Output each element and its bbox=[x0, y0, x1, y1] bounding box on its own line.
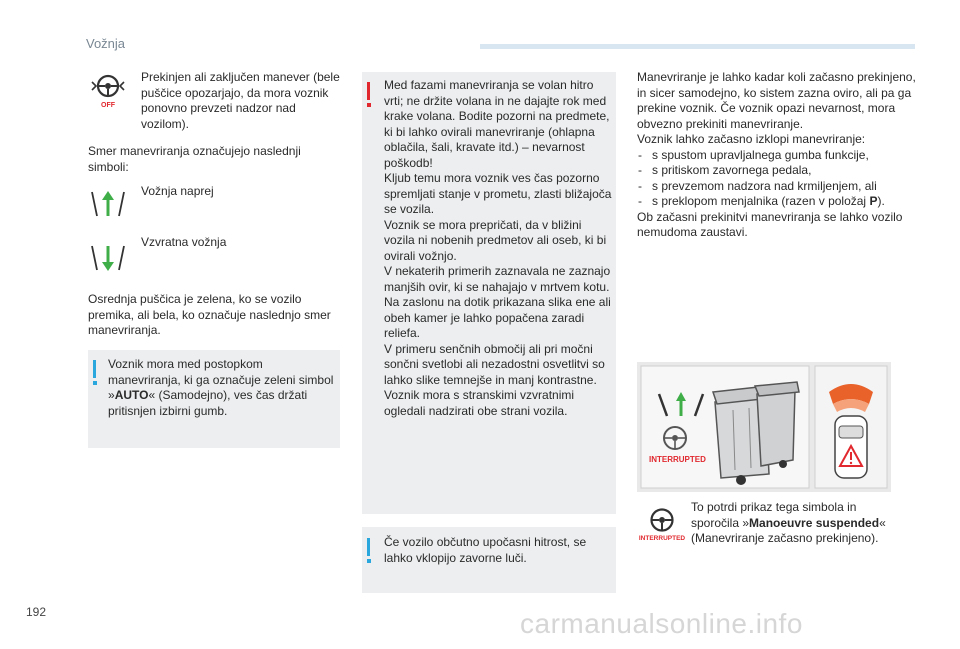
interrupted-screen-illustration bbox=[637, 362, 891, 492]
resume-paragraph: Ob začasni prekinitvi manevriranja se lahko vozilo nemudoma zaustavi. bbox=[637, 209, 903, 239]
info-brake-text: Če vozilo občutno upočasni hitrost, se lahko vklopijo zavorne luči. bbox=[384, 535, 587, 565]
info-auto-text: Voznik mora med postopkom manevriranja, ki ga označuje zeleni simbol »AUTO« (Samodejno), ves čas držati pritisnjen izbirni gumb. bbox=[108, 357, 334, 418]
reverse-label: Vzvratna vožnja bbox=[141, 235, 227, 249]
list-item: - s spustom upravljalnega gumba funkcije, bbox=[637, 148, 919, 164]
off-label: OFF bbox=[101, 102, 115, 109]
interrupted-text: Prekinjen ali zaključen manever (bele puščice opozarjajo, da mora voznik ponovno prevzeti nadzor nad vozilom). bbox=[141, 70, 340, 131]
info-box-brake bbox=[362, 527, 616, 593]
page-number: 192 bbox=[26, 605, 47, 619]
header-bar bbox=[480, 44, 915, 49]
list-item: - s prevzemom nadzora nad krmiljenjem, ali bbox=[637, 179, 919, 195]
section-title: Vožnja bbox=[86, 36, 126, 51]
warning-text: Med fazami manevriranja se volan hitro vrti; ne držite volana in ne dajajte rok med krake volana. Bodite pozorni na predmete, ki bi lahko ovirali manevriranje (ohlapna oblačila, šali, kravate itd.) – nevarnost poškodb! Kljub temu mora voznik ves čas pozorno spremljati stanje v prometu, zlasti bližajoča se vozila. Voznik se mora prepričati, da v bližini vozila ni nobenih predmetov ali oseb, ki bi ovirali vožnjo. V nekaterih primerih zaznavala ne zaznajo manjših ovir, ki se nahajajo v mrtvem kotu. Na zaslonu na dotik prikazana slika ene ali obeh kamer je lahko popačena zaradi reliefa. V primeru senčnih območij ali pri močni sončni svetlobi ali nezadostni osvetlitvi so lahko slike temnejše in manj kontrastne. Voznik mora s stranskimi vzvratnimi ogledali nadzirati obe strani vozila. bbox=[384, 78, 612, 418]
screen-interrupted-label: INTERRUPTED bbox=[649, 455, 706, 464]
warning-icon bbox=[367, 82, 370, 100]
list-item: - s pritiskom zavornega pedala, bbox=[637, 163, 919, 179]
info-icon bbox=[93, 360, 96, 378]
info-box-auto bbox=[88, 350, 340, 448]
steering-off-icon bbox=[88, 72, 128, 112]
warning-box bbox=[362, 72, 616, 514]
reverse-arrow-icon bbox=[88, 242, 128, 274]
steering-interrupted-icon bbox=[637, 506, 687, 546]
pause-methods-intro: Voznik lahko začasno izklopi manevriranje: bbox=[637, 132, 866, 146]
direction-intro: Smer manevriranja označujejo naslednji simboli: bbox=[88, 144, 301, 174]
forward-label: Vožnja naprej bbox=[141, 184, 214, 198]
pause-intro-paragraph: Manevriranje je lahko kadar koli začasno prekinjeno, in sicer samodejno, ko sistem zazna oviro, ali pa ga prekine voznik. Če voznik opazi nevarnost, mora obvezno prekiniti manevriranje. bbox=[637, 70, 916, 131]
right-text-block bbox=[637, 70, 919, 241]
confirm-text: To potrdi prikaz tega simbola in sporočila »Manoeuvre suspended« (Manevriranje začasno prekinjeno). bbox=[691, 500, 886, 545]
info-icon bbox=[367, 538, 370, 556]
icon-interrupted-label: INTERRUPTED bbox=[638, 535, 686, 542]
arrow-color-text: Osrednja puščica je zelena, ko se vozilo premika, ali bela, ko označuje naslednjo smer manevriranja. bbox=[88, 292, 331, 337]
list-item: - s preklopom menjalnika (razen v položaj P). bbox=[637, 194, 919, 210]
watermark: carmanualsonline.info bbox=[520, 608, 803, 639]
pause-methods-list bbox=[637, 148, 919, 210]
forward-arrow-icon bbox=[88, 188, 128, 220]
